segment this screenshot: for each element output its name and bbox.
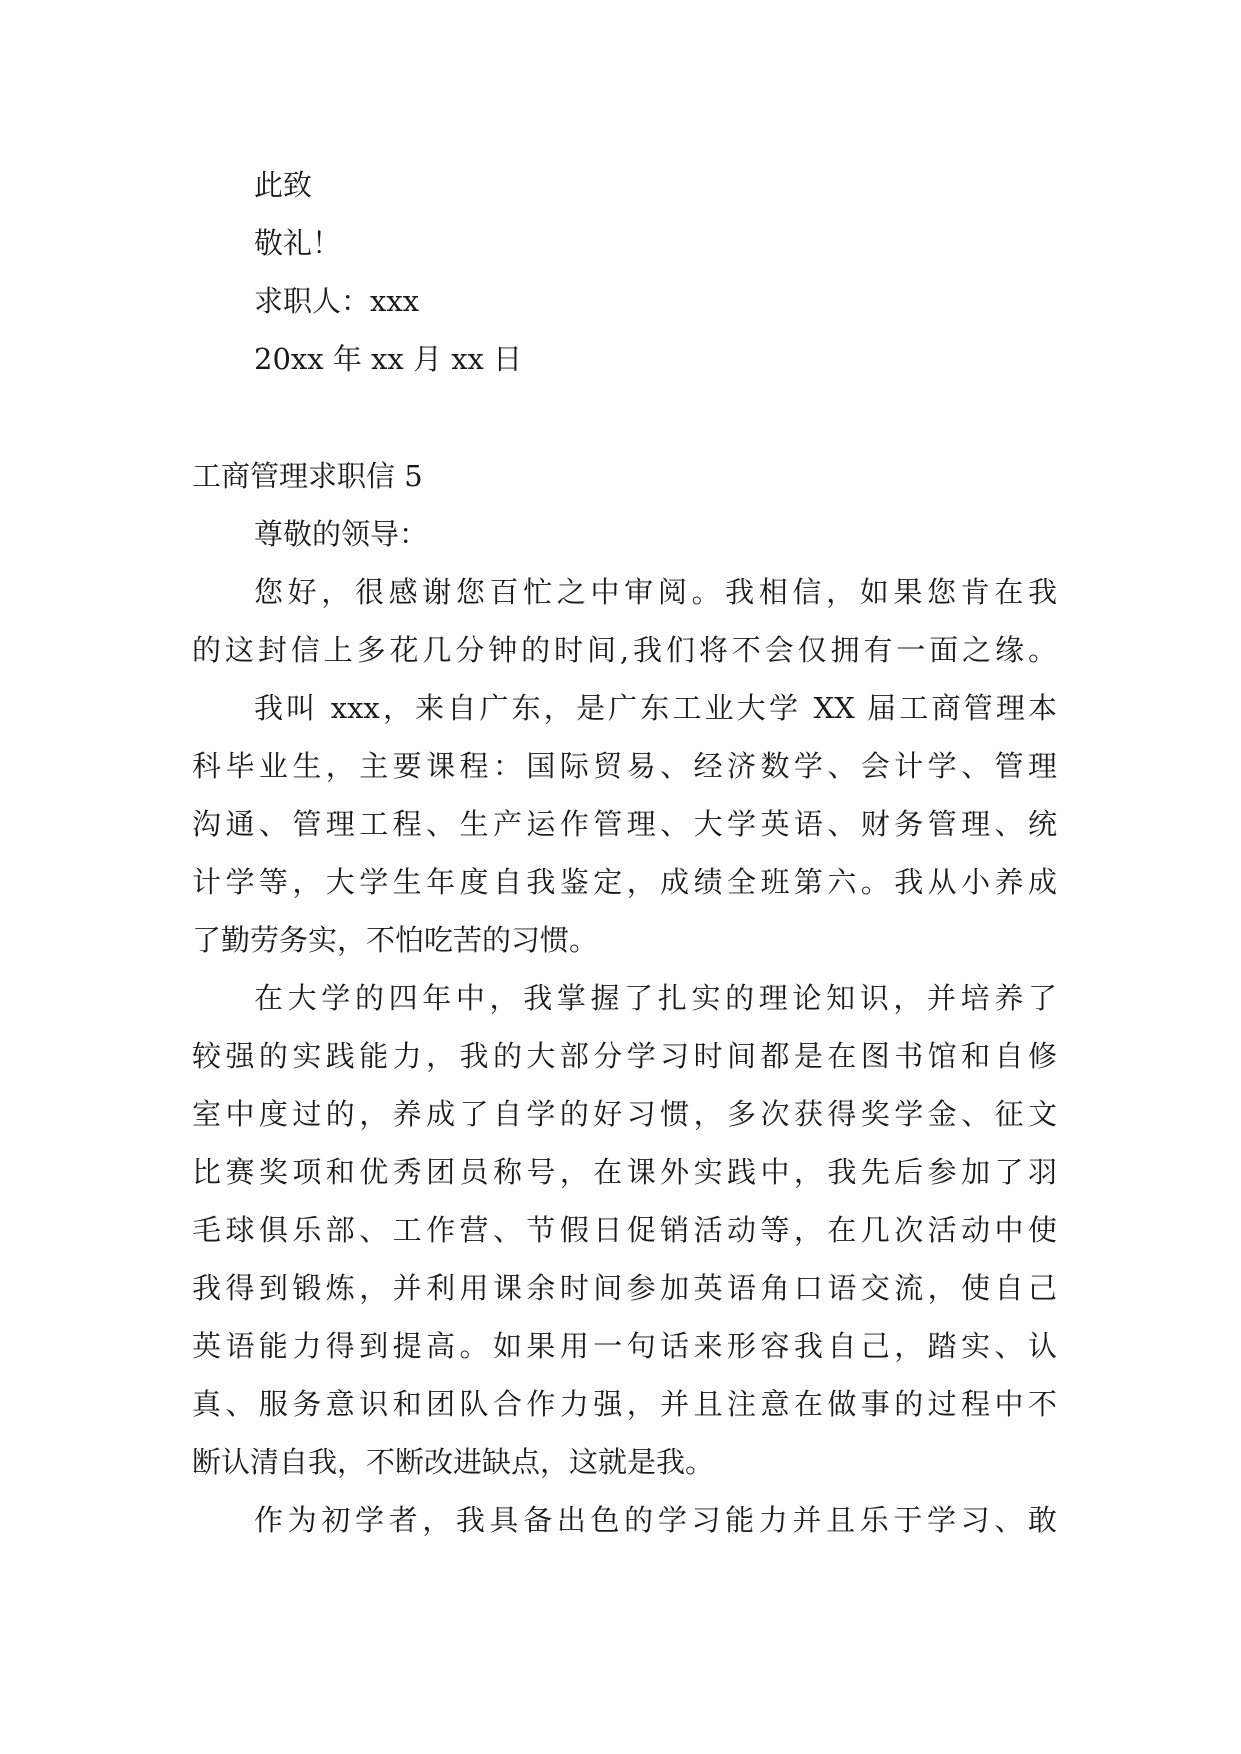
body-line: 我得到锻炼，并利用课余时间参加英语角口语交流，使自己 xyxy=(192,1271,1057,1305)
closing-date: 20xx 年 xx 月 xx 日 xyxy=(254,342,523,376)
body-line: 沟通、管理工程、生产运作管理、大学英语、财务管理、统 xyxy=(192,807,1057,841)
body-line: 比赛奖项和优秀团员称号，在课外实践中，我先后参加了羽 xyxy=(192,1155,1057,1189)
body-line: 英语能力得到提高。如果用一句话来形容我自己，踏实、认 xyxy=(192,1329,1057,1363)
body-line: 作为初学者，我具备出色的学习能力并且乐于学习、敢 xyxy=(254,1503,1057,1537)
body-line: 我叫 xxx，来自广东，是广东工业大学 XX 届工商管理本 xyxy=(254,691,1057,725)
body-line: 计学等，大学生年度自我鉴定，成绩全班第六。我从小养成 xyxy=(192,865,1057,899)
letter-greeting: 尊敬的领导： xyxy=(254,517,429,551)
closing-regards: 敬礼！ xyxy=(254,226,342,260)
closing-signer: 求职人：xxx xyxy=(254,284,420,318)
body-line: 的这封信上多花几分钟的时间,我们将不会仅拥有一面之缘。 xyxy=(192,633,1057,667)
closing-salutation: 此致 xyxy=(254,168,313,202)
body-line: 在大学的四年中，我掌握了扎实的理论知识，并培养了 xyxy=(254,981,1057,1015)
body-line: 科毕业生，主要课程：国际贸易、经济数学、会计学、管理 xyxy=(192,749,1057,783)
body-line: 断认清自我，不断改进缺点，这就是我。 xyxy=(192,1445,715,1479)
body-line: 您好，很感谢您百忙之中审阅。我相信，如果您肯在我 xyxy=(254,575,1057,609)
body-line: 真、服务意识和团队合作力强，并且注意在做事的过程中不 xyxy=(192,1387,1057,1421)
letter-title: 工商管理求职信 5 xyxy=(192,459,423,493)
body-line: 室中度过的，养成了自学的好习惯，多次获得奖学金、征文 xyxy=(192,1097,1057,1131)
body-line: 较强的实践能力，我的大部分学习时间都是在图书馆和自修 xyxy=(192,1039,1057,1073)
body-line: 了勤劳务实，不怕吃苦的习惯。 xyxy=(192,923,599,957)
body-line: 毛球俱乐部、工作营、节假日促销活动等，在几次活动中使 xyxy=(192,1213,1057,1247)
